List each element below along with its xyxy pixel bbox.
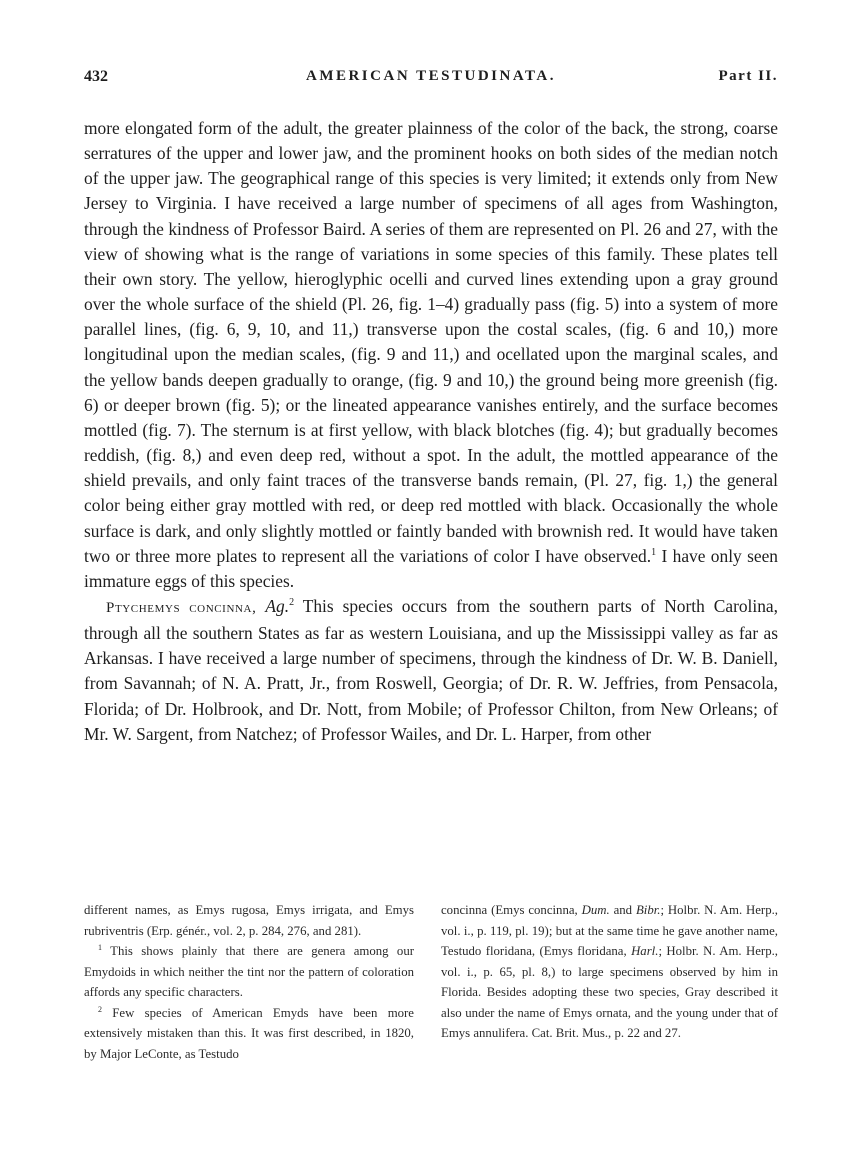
author-abbrev: Dum. <box>581 903 610 917</box>
footnote-1-text: This shows plainly that there are genera among our Emydoids in which neither the tint nor the pattern of coloration affords any specific characters. <box>84 944 414 999</box>
footnote-2 <box>84 1003 414 1065</box>
footnote-text: ; Holbr. N. Am. Herp., vol. i., p. 119, pl. 19); but at the same time he gave another name, Testudo floridana, (Emys floridana, <box>441 903 778 958</box>
footnote-marker-2: 2 <box>289 596 295 608</box>
author-abbrev: Harl. <box>631 944 659 958</box>
footnote-text: ; Holbr. N. Am. Herp., vol. i., p. 65, pl. 8,) to large specimens observed by him in Florida. Besides adopting these two species, Gray described it also under the name of Emys ornata, and the young under that of Emys annulifera. Cat. Brit. Mus., p. 22 and 27. <box>441 944 778 1040</box>
paragraph-ptychemys-concinna <box>84 594 778 747</box>
paragraph-text: This species occurs from the southern parts of North Carolina, through all the southern States as far as western Louisiana, and up the Mississippi valley as far as Arkansas. I have received a large number of specimens, through the kindness of Dr. W. B. Daniell, from Savannah; of N. A. Pratt, Jr., from Roswell, Georgia; of Dr. R. W. Jeffries, from Pensacola, Florida; of Dr. Holbrook, and Dr. Nott, from Mobile; of Professor Chilton, from New Orleans; of Mr. W. Sargent, from Natchez; of Professor Wailes, and Dr. L. Harper, from other <box>84 595 778 744</box>
footnote-2-continuation <box>441 900 778 1044</box>
footnote-marker-1: 1 <box>651 546 657 558</box>
page-number: 432 <box>84 68 108 85</box>
footnote-text: concinna (Emys concinna, <box>441 903 582 917</box>
footnote-2-text: Few species of American Emyds have been more extensively mistaken than this. It was first described, in 1820, by Major LeConte, as Testudo <box>84 1005 414 1061</box>
paragraph-text: more elongated form of the adult, the greater plainness of the color of the back, the strong, coarse serratures of the upper and lower jaw, and the prominent hooks on both sides of the median notch of the upper jaw. The geographical range of this species is very limited; it extends only from New Jersey to Virginia. I have received a large number of specimens of all ages from Washington, through the kindness of Professor Baird. A series of them are represented on Pl. 26 and 27, with the view of showing what is the range of variations in some species of this family. These plates tell their own story. The yellow, hieroglyphic ocelli and curved lines extending upon a gray ground over the whole surface of the shield (Pl. 26, fig. 1–4) gradually pass (fig. 5) into a system of more parallel lines, (fig. 6, 9, 10, and 11,) transverse upon the costal scales, (fig. 6 and 10,) more longitudinal upon the median scales, (fig. 9 and 11,) and ocellated upon the marginal scales, and the yellow bands deepen gradually to orange, (fig. 9 and 10,) the ground being more greenish (fig. 6) or deeper brown (fig. 5); or the lineated appearance vanishes entirely, and the surface becomes mottled (fig. 7). The sternum is at first yellow, with black blotches (fig. 4); but gradually becomes reddish, (fig. 8,) and even deep red, without a spot. In the adult, the mottled appearance of the shield prevails, and only faint traces of the transverse bands remain, (Pl. 27, fig. 1,) the general color being either gray mottled with red, or deep red mottled with black. Occasionally the whole surface is dark, and only slightly mottled or faintly banded with brownish red. It would have taken two or three more plates to represent all the variations of color I have observed. <box>84 118 778 566</box>
species-author: Ag. <box>265 595 290 616</box>
footnote-continuation: different names, as Emys rugosa, Emys irrigata, and Emys rubriventris (Erp. génér., vol. 2, p. 284, 276, and 281). <box>84 903 414 938</box>
footnote-2-mark: 2 <box>98 1004 102 1014</box>
running-header <box>84 68 778 90</box>
footnote-text: and <box>609 903 636 917</box>
main-text <box>84 116 778 747</box>
footnote-1 <box>84 941 414 1003</box>
species-name: Ptychemys concinna, <box>106 599 257 616</box>
paragraph-continuation <box>84 116 778 594</box>
author-abbrev: Bibr. <box>635 903 661 917</box>
footnote-1-mark: 1 <box>98 943 102 952</box>
footnotes-left-column <box>84 900 414 1064</box>
running-title: AMERICAN TESTUDINATA. <box>305 68 557 84</box>
part-label: Part II. <box>718 68 778 84</box>
footnotes-right-column <box>441 900 778 1044</box>
paragraph-tail: I have only seen immature eggs of this species. <box>84 545 778 591</box>
